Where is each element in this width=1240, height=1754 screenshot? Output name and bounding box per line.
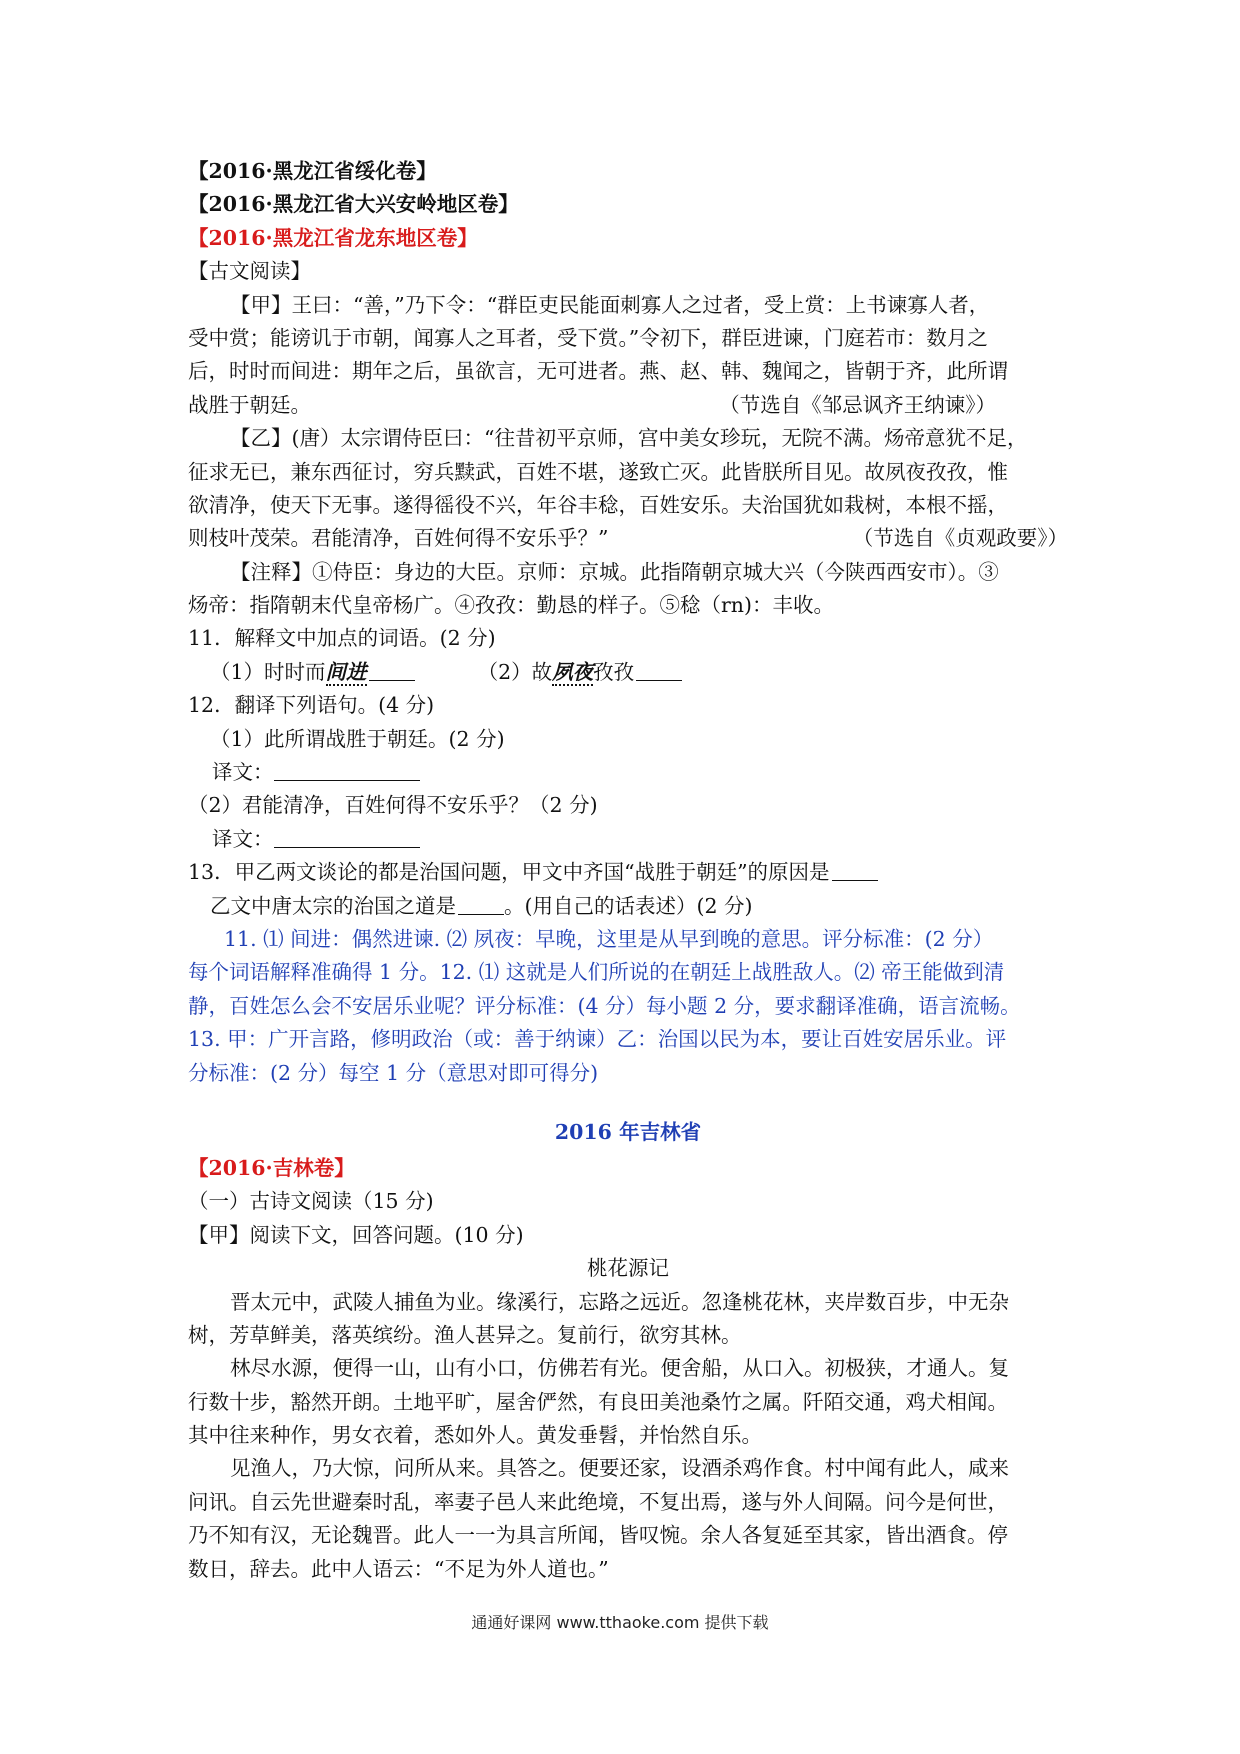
q12-b: （2）君能清净，百姓何得不安乐乎？（2 分) [188,793,598,818]
jia-line-1: 【甲】王曰：“善，”乃下令：“群臣吏民能面刺寡人之过者，受上赏：上书谏寡人者， [230,292,990,317]
p3-line-4: 数日，辞去。此中人语云：“不足为外人道也。” [188,1556,609,1581]
text-title: 桃花源记 [587,1256,669,1281]
q12-a-answer-line [188,756,1068,789]
q13-line-2-text: 乙文中唐太宗的治国之道是 [210,893,456,918]
notes-line-1: 【注释】①侍臣：身边的大臣。京师：京城。此指隋朝京城大兴（今陕西西安市）。③ [230,559,999,584]
yi-line-2: 征求无已，兼东西征讨，穷兵黩武，百姓不堪，遂致亡灭。此皆朕所目见。故夙夜孜孜，惟 [188,459,1008,484]
document-page [188,155,1068,1586]
answer-line-2: 每个词语解释准确得 1 分。12. ⑴ 这就是人们所说的在朝廷上战胜敌人。⑵ 帝王能做到清 [188,960,1005,985]
p3-line-2: 问讯。自云先世避秦时乱，率妻子邑人来此绝境，不复出焉，遂与外人间隔。问今是何世， [188,1489,1008,1514]
q13-line-2-tail: 。(用自己的话表述）(2 分) [504,893,753,918]
yi-line-3: 欲清净，使天下无事。遂得徭役不兴，年谷丰稔，百姓安乐。夫治国犹如栽树，本根不摇， [188,492,1008,517]
question-13-line-1 [188,856,1068,889]
p1-line-1: 晋太元中，武陵人捕鱼为业。缘溪行，忘路之远近。忽逢桃花林，夹岸数百步，中无杂 [230,1289,1009,1314]
yi-line-4 [188,522,1068,555]
question-12: 12．翻译下列语句。(4 分) [188,693,435,718]
q11-b-suffix: 孜孜 [593,659,635,684]
part-label: （一）古诗文阅读（15 分) [188,1189,434,1214]
jia-line-4-text: 战胜于朝廷。 [188,392,311,417]
q12-a-blank[interactable] [274,758,420,781]
yi-line-4-text: 则枝叶茂荣。君能清净，百姓何得不安乐乎？” [188,526,609,551]
header-jilin: 【2016·吉林卷】 [188,1155,355,1180]
answer-line-3: 静，百姓怎么会不安居乐业呢？评分标准：(4 分）每小题 2 分，要求翻译准确，语言流畅。 [188,993,1021,1018]
section-title-jilin: 2016 年吉林省 [554,1119,702,1144]
q11-a-prefix: （1）时时而 [210,659,326,684]
question-11-items [188,656,1068,689]
notes-line-2: 炀帝：指隋朝末代皇帝杨广。④孜孜：勤恳的样子。⑤稔（rn)：丰收。 [188,593,834,618]
jia-line-2: 受中赏；能谤讥于市朝，闻寡人之耳者，受下赏。”令初下，群臣进谏，门庭若市：数月之 [188,325,988,350]
p2-line-2: 行数十步，豁然开朗。土地平旷，屋舍俨然，有良田美池桑竹之属。阡陌交通，鸡犬相闻。 [188,1389,1008,1414]
yi-line-1: 【乙】(唐）太宗谓侍臣曰：“往昔初平京师，宫中美女珍玩，无院不满。炀帝意犹不足， [230,426,1028,451]
answer-line-1: 11. ⑴ 间进：偶然进谏. ⑵ 夙夜：早晚，这里是从早到晚的意思。评分标准：(2 分） [224,926,994,951]
q11-a-word: 间进 [325,659,367,684]
q12-a: （1）此所谓战胜于朝廷。(2 分) [210,726,505,751]
q12-b-answer-line [188,823,1068,856]
q11-b-blank[interactable] [636,660,682,681]
q12-a-label: 译文： [212,760,274,785]
p3-line-1: 见渔人，乃大惊，问所从来。具答之。便要还家，设酒杀鸡作食。村中闻有此人，咸来 [230,1456,1009,1481]
header-suihua: 【2016·黑龙江省绥化卷】 [188,159,437,183]
header-longdong: 【2016·黑龙江省龙东地区卷】 [188,225,478,250]
q13-blank-2[interactable] [458,894,504,915]
q13-line-1-text: 13．甲乙两文谈论的都是治国问题，甲文中齐国“战胜于朝廷”的原因是 [188,860,830,885]
page-footer: 通通好课网 www.tthaoke.com 提供下载 [471,1613,769,1632]
q11-b-word: 夙夜 [552,659,594,684]
header-daxinganling: 【2016·黑龙江省大兴安岭地区卷】 [188,192,519,217]
q12-b-label: 译文： [212,826,274,851]
p1-line-2: 树，芳草鲜美，落英缤纷。渔人甚异之。复前行，欲穷其林。 [188,1322,742,1347]
jia-reading-label: 【甲】阅读下文，回答问题。(10 分) [188,1222,524,1247]
q11-a-blank[interactable] [369,660,415,681]
answer-line-4: 13. 甲：广开言路，修明政治（或：善于纳谏）乙：治国以民为本，要让百姓安居乐业。评 [188,1027,1007,1052]
answer-line-5: 分标准：(2 分）每空 1 分（意思对即可得分) [188,1060,599,1085]
question-13-line-2 [188,890,1068,923]
q11-b-prefix: （2）故 [477,659,553,684]
jia-line-3: 后，时时而间进：期年之后，虽欲言，无可进者。燕、赵、韩、魏闻之，皆朝于齐，此所谓 [188,359,1008,384]
jia-line-4 [188,389,1068,422]
p2-line-3: 其中往来种作，男女衣着，悉如外人。黄发垂髫，并怡然自乐。 [188,1423,762,1448]
yi-source: （节选自《贞观政要》） [852,526,1068,551]
q13-blank-1[interactable] [832,860,878,881]
q12-b-blank[interactable] [274,825,420,848]
section-label-classical: 【古文阅读】 [188,259,311,284]
jia-source: （节选自《邹忌讽齐王纳谏》） [719,392,996,417]
question-11: 11．解释文中加点的词语。(2 分) [188,626,496,651]
p2-line-1: 林尽水源，便得一山，山有小口，仿佛若有光。便舍船，从口入。初极狭，才通人。复 [230,1356,1009,1381]
p3-line-3: 乃不知有汉，无论魏晋。此人一一为具言所闻，皆叹惋。余人各复延至其家，皆出酒食。停 [188,1523,1008,1548]
